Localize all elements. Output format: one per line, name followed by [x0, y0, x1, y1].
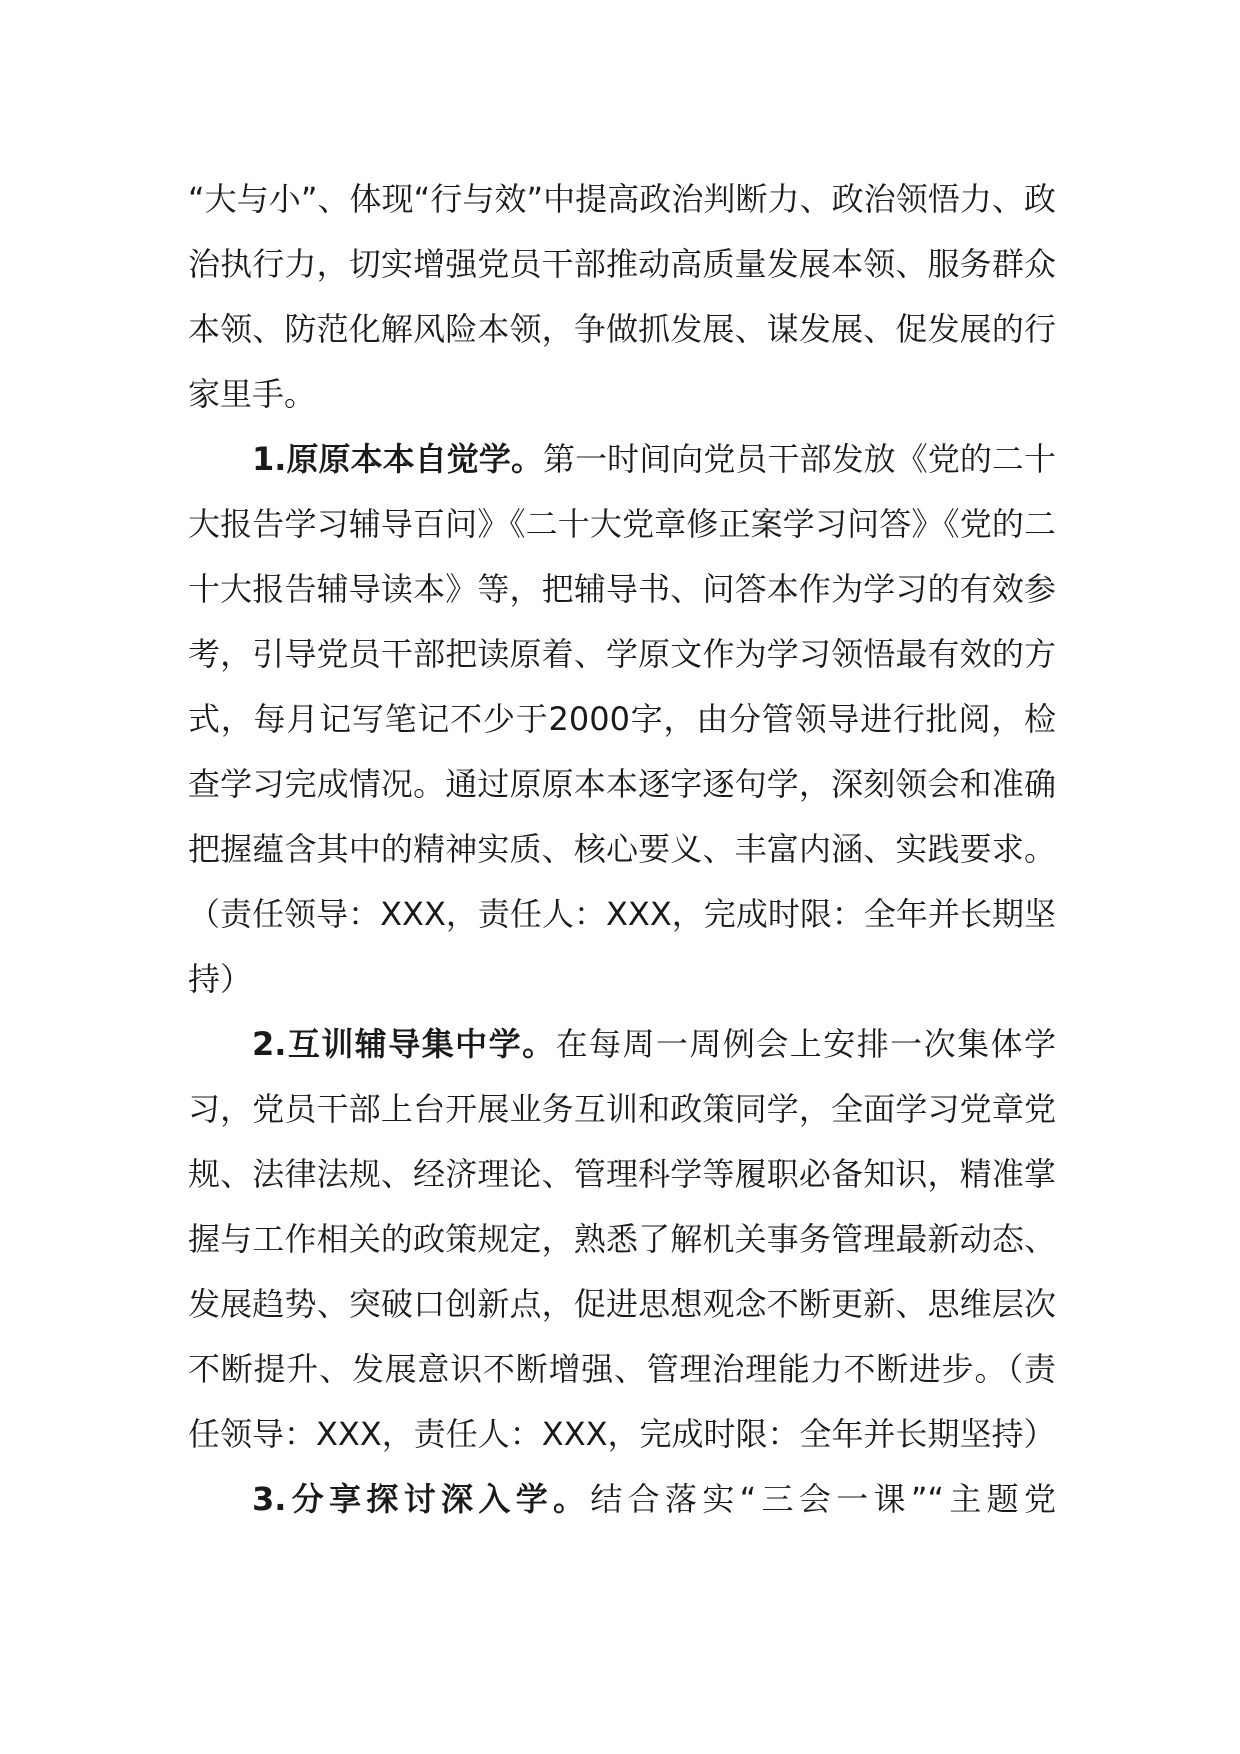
paragraph-text: 结合落实“三会一课”“主题党 — [590, 1480, 1056, 1518]
paragraph-heading: 1.原原本本自觉学。 — [252, 440, 544, 478]
paragraph-item-1 — [188, 427, 1056, 1012]
paragraph-item-3 — [188, 1467, 1056, 1532]
document-body — [188, 167, 1056, 1532]
paragraph-text: “大与小”、体现“行与效”中提高政治判断力、政治领悟力、政治执行力，切实增强党员干部推动高质量发展本领、服务群众本领、防范化解风险本领，争做抓发展、谋发展、促发展的行家里手。 — [188, 180, 1056, 413]
paragraph-heading: 3.分享探讨深入学。 — [252, 1480, 591, 1518]
paragraph-text: 第一时间向党员干部发放《党的二十大报告学习辅导百问》《二十大党章修正案学习问答》《党的二十大报告辅导读本》等，把辅导书、问答本作为学习的有效参考，引导党员干部把读原着、学原文作为学习领悟最有效的方式，每月记写笔记不少于2000字，由分管领导进行批阅，检查学习完成情况。通过原原本本逐字逐句学，深刻领会和准确把握蕴含其中的精神实质、核心要义、丰富内涵、实践要求。（责任领导：XXX，责任人：XXX，完成时限：全年并长期坚持） — [188, 440, 1056, 998]
paragraph-item-2 — [188, 1012, 1056, 1467]
paragraph-text: 在每周一周例会上安排一次集体学习，党员干部上台开展业务互训和政策同学，全面学习党章党规、法律法规、经济理论、管理科学等履职必备知识，精准掌握与工作相关的政策规定，熟悉了解机关事务管理最新动态、发展趋势、突破口创新点，促进思想观念不断更新、思维层次不断提升、发展意识不断增强、管理治理能力不断进步。（责任领导：XXX，责任人：XXX，完成时限：全年并长期坚持） — [188, 1025, 1056, 1453]
paragraph-intro-continuation — [188, 167, 1056, 427]
paragraph-heading: 2.互训辅导集中学。 — [252, 1025, 556, 1063]
